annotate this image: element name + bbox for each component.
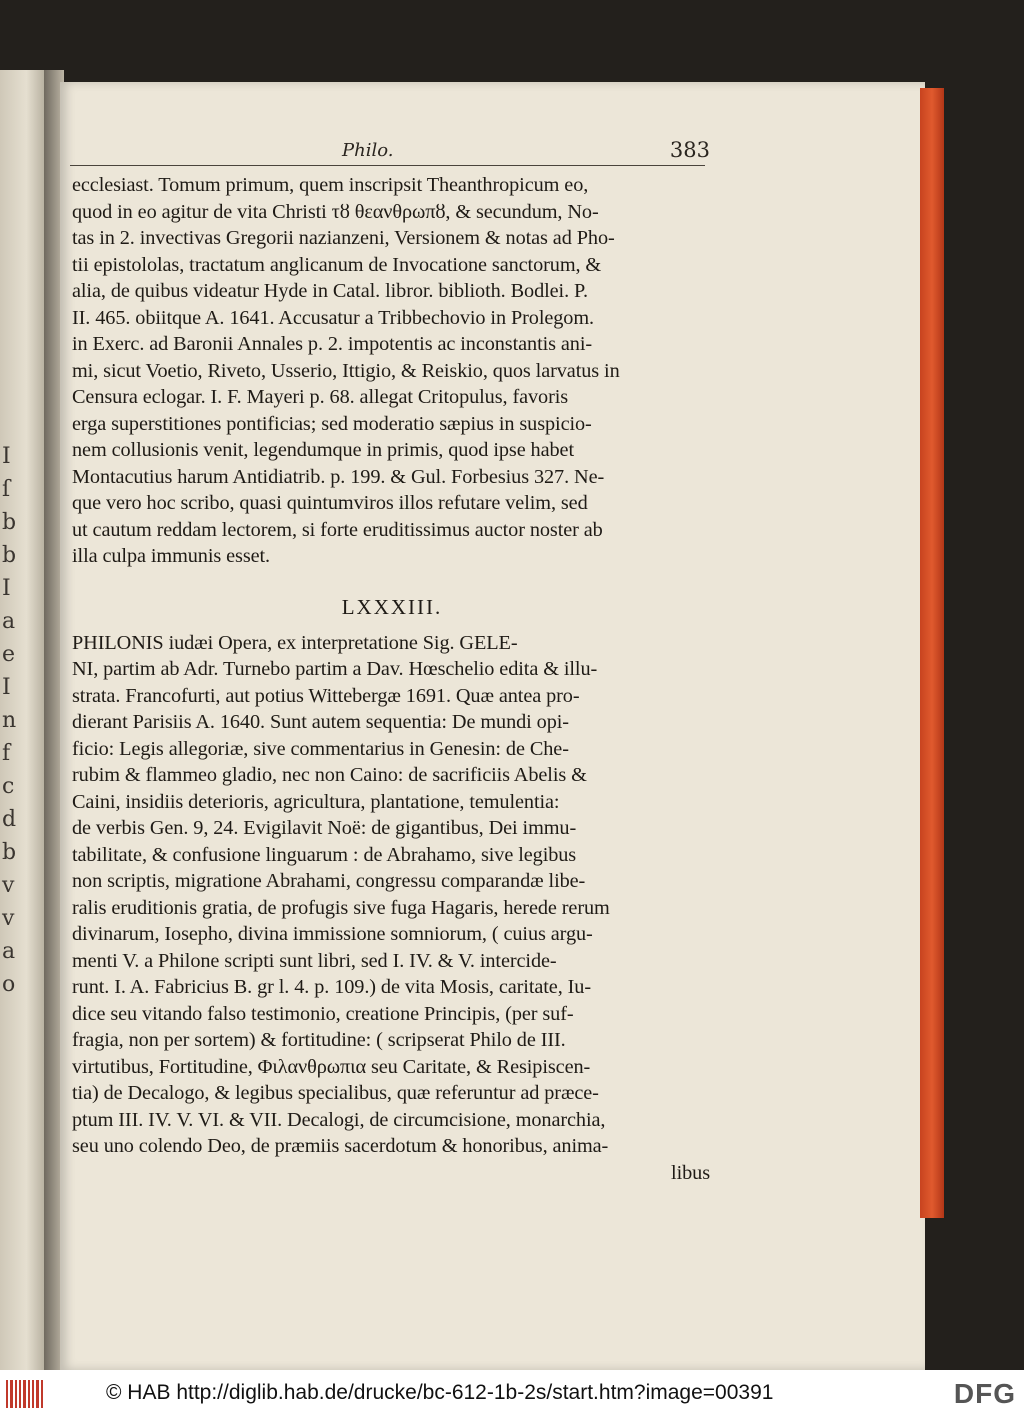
previous-page-letter: b bbox=[2, 510, 17, 535]
previous-page-letter: b bbox=[2, 543, 17, 568]
previous-page-letter: I bbox=[2, 675, 11, 700]
text-block bbox=[72, 172, 712, 1186]
text-line: erga superstitiones pontificias; sed moderatio sæpius in suspicio- bbox=[72, 412, 592, 435]
page-edge-red bbox=[920, 88, 944, 1218]
previous-page-letter: ſ bbox=[2, 477, 11, 502]
text-line: quod in eo agitur de vita Christi τȣ θεανθρωπȣ, & secundum, No- bbox=[72, 200, 599, 223]
text-line: Caini, insidiis deterioris, agricultura, plantatione, temulentia: bbox=[72, 790, 560, 813]
previous-page-letters bbox=[2, 440, 22, 1001]
running-head: Philo. bbox=[342, 140, 394, 161]
text-line: NI, partim ab Adr. Turnebo partim a Dav. Hœschelio edita & illu- bbox=[72, 658, 598, 680]
text-line: dierant Parisiis A. 1640. Sunt autem sequentia: De mundi opi- bbox=[72, 711, 569, 733]
text-line: PHILONIS iudæi Opera, ex interpretatione Sig. GELE- bbox=[72, 631, 518, 654]
previous-page-letter: I bbox=[2, 444, 11, 469]
text-line: seu uno colendo Deo, de præmiis sacerdotum & honoribus, anima- bbox=[72, 1135, 609, 1157]
text-line: tii epistololas, tractatum anglicanum de Invocatione sanctorum, & bbox=[72, 253, 602, 276]
previous-page-letter: c bbox=[2, 774, 15, 799]
previous-page-letter: f bbox=[2, 741, 11, 766]
dfg-logo: DFG bbox=[953, 1378, 1016, 1409]
text-line: ecclesiast. Tomum primum, quem inscripsit Theanthropicum eo, bbox=[72, 174, 589, 196]
paragraph-2 bbox=[72, 630, 712, 1187]
text-line: Montacutius harum Antidiatrib. p. 199. & Gul. Forbesius 327. Ne- bbox=[72, 465, 605, 488]
previous-page-letter: n bbox=[2, 708, 17, 733]
text-line: ralis eruditionis gratia, de profugis sive fuga Hagaris, herede rerum bbox=[72, 896, 610, 919]
text-line: nem collusionis venit, legendumque in primis, quod ipse habet bbox=[72, 439, 574, 461]
copyright-link[interactable]: © HAB http://diglib.hab.de/drucke/bc-612-1b-2s/start.htm?image=00391 bbox=[106, 1381, 774, 1404]
text-line: ut cautum reddam lectorem, si forte eruditissimus auctor noster ab bbox=[72, 518, 603, 541]
text-line: mi, sicut Voetio, Riveto, Usserio, Ittigio, & Reiskio, quos larvatus in bbox=[72, 359, 620, 382]
previous-page-letter: e bbox=[2, 642, 16, 667]
page-number: 383 bbox=[669, 138, 710, 162]
text-line: runt. I. A. Fabricius B. gr l. 4. p. 109.) de vita Mosis, caritate, Iu- bbox=[72, 976, 591, 998]
text-line: rubim & flammeo gladio, nec non Caino: de sacrificiis Abelis & bbox=[72, 764, 587, 786]
text-line: tia) de Decalogo, & legibus specialibus, quæ referuntur ad præce- bbox=[72, 1082, 599, 1104]
paragraph-1 bbox=[72, 172, 712, 570]
previous-page-edge bbox=[0, 70, 44, 1370]
previous-page-letter: d bbox=[2, 807, 17, 832]
previous-page-letter: o bbox=[2, 972, 16, 997]
text-line: Censura eclogar. I. F. Mayeri p. 68. allegat Critopulus, favoris bbox=[72, 386, 569, 408]
header-rule bbox=[70, 165, 705, 166]
previous-page-letter: v bbox=[2, 873, 15, 898]
text-line: fragia, non per sortem) & fortitudine: ( scripserat Philo de III. bbox=[72, 1029, 566, 1051]
barcode-icon bbox=[6, 1380, 46, 1408]
text-line: de verbis Gen. 9, 24. Evigilavit Noë: de gigantibus, Dei immu- bbox=[72, 817, 577, 839]
text-line: dice seu vitando falso testimonio, creatione Principis, (per suf- bbox=[72, 1002, 574, 1025]
text-line: menti V. a Philone scripti sunt libri, sed I. IV. & V. intercide- bbox=[72, 949, 557, 972]
text-line: illa culpa immunis esset. bbox=[72, 545, 271, 567]
text-line: non scriptis, migratione Abrahami, congressu comparandæ libe- bbox=[72, 870, 586, 892]
viewer-footer bbox=[0, 1370, 1024, 1417]
text-line: virtutibus, Fortitudine, Φιλανθρωπια seu Caritate, & Resipiscen- bbox=[72, 1055, 591, 1078]
previous-page-letter: a bbox=[2, 609, 16, 634]
text-line: alia, de quibus videatur Hyde in Catal. libror. biblioth. Bodlei. P. bbox=[72, 280, 588, 302]
previous-page-letter: I bbox=[2, 576, 11, 601]
text-line: strata. Francofurti, aut potius Wittebergæ 1691. Quæ antea pro- bbox=[72, 684, 580, 707]
text-line: tabilitate, & confusione linguarum : de Abrahamo, sive legibus bbox=[72, 843, 577, 866]
text-line: tas in 2. invectivas Gregorii nazianzeni, Versionem & notas ad Pho- bbox=[72, 227, 615, 249]
catchword: libus bbox=[671, 1161, 710, 1184]
page-header bbox=[60, 138, 710, 166]
text-line: II. 465. obiitque A. 1641. Accusatur a Tribbechovio in Prolegom. bbox=[72, 306, 594, 329]
text-line: ficio: Legis allegoriæ, sive commentarius in Genesin: de Che- bbox=[72, 737, 569, 760]
text-line: divinarum, Iosepho, divina immissione somniorum, ( cuius argu- bbox=[72, 923, 593, 945]
previous-page-letter: v bbox=[2, 906, 15, 931]
section-heading: LXXXIII. bbox=[341, 594, 443, 619]
previous-page-letter: b bbox=[2, 840, 17, 865]
previous-page-letter: a bbox=[2, 939, 16, 964]
text-line: ptum III. IV. V. VI. & VII. Decalogi, de circumcisione, monarchia, bbox=[72, 1108, 606, 1131]
text-line: que vero hoc scribo, quasi quintumviros illos refutare velim, sed bbox=[72, 492, 588, 514]
text-line: in Exerc. ad Baronii Annales p. 2. impotentis ac inconstantis ani- bbox=[72, 333, 593, 355]
